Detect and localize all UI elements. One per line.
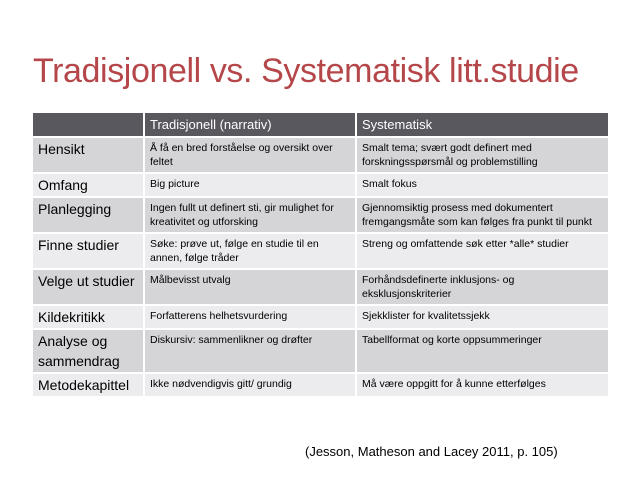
table-row [33,197,608,233]
traditional-cell: Ikke nødvendigvis gitt/ grundig [144,373,356,397]
comparison-table [33,113,608,398]
row-label: Metodekapittel [33,373,144,397]
row-label: Finne studier [33,233,144,269]
systematic-cell: Smalt fokus [356,173,608,197]
header-systematic: Systematisk [356,113,608,137]
traditional-cell: Forfatterens helhetsvurdering [144,305,356,329]
header-empty-cell [33,113,144,137]
table-row [33,269,608,305]
row-label: Hensikt [33,137,144,173]
row-label: Analyse og sammendrag [33,329,144,373]
systematic-cell: Må være oppgitt for å kunne etterfølges [356,373,608,397]
systematic-cell: Gjennomsiktig prosess med dokumentert fremgangsmåte som kan følges fra punkt til punkt [356,197,608,233]
table-row [33,137,608,173]
row-label: Planlegging [33,197,144,233]
row-label: Velge ut studier [33,269,144,305]
table-row [33,233,608,269]
row-label: Omfang [33,173,144,197]
table-row [33,329,608,373]
table-row [33,173,608,197]
traditional-cell: Å få en bred forståelse og oversikt over feltet [144,137,356,173]
traditional-cell: Big picture [144,173,356,197]
traditional-cell: Ingen fullt ut definert sti, gir mulighet for kreativitet og utforsking [144,197,356,233]
systematic-cell: Tabellformat og korte oppsummeringer [356,329,608,373]
systematic-cell: Streng og omfattende søk etter *alle* studier [356,233,608,269]
table-row [33,373,608,397]
traditional-cell: Målbevisst utvalg [144,269,356,305]
systematic-cell: Forhåndsdefinerte inklusjons- og eksklusjonskriterier [356,269,608,305]
systematic-cell: Smalt tema; svært godt definert med forskningsspørsmål og problemstilling [356,137,608,173]
header-traditional: Tradisjonell (narrativ) [144,113,356,137]
citation: (Jesson, Matheson and Lacey 2011, p. 105) [305,444,558,459]
traditional-cell: Diskursiv: sammenlikner og drøfter [144,329,356,373]
traditional-cell: Søke: prøve ut, følge en studie til en annen, følge tråder [144,233,356,269]
table-header-row [33,113,608,137]
row-label: Kildekritikk [33,305,144,329]
systematic-cell: Sjekklister for kvalitetssjekk [356,305,608,329]
table-row [33,305,608,329]
slide-title: Tradisjonell vs. Systematisk litt.studie [33,52,579,90]
